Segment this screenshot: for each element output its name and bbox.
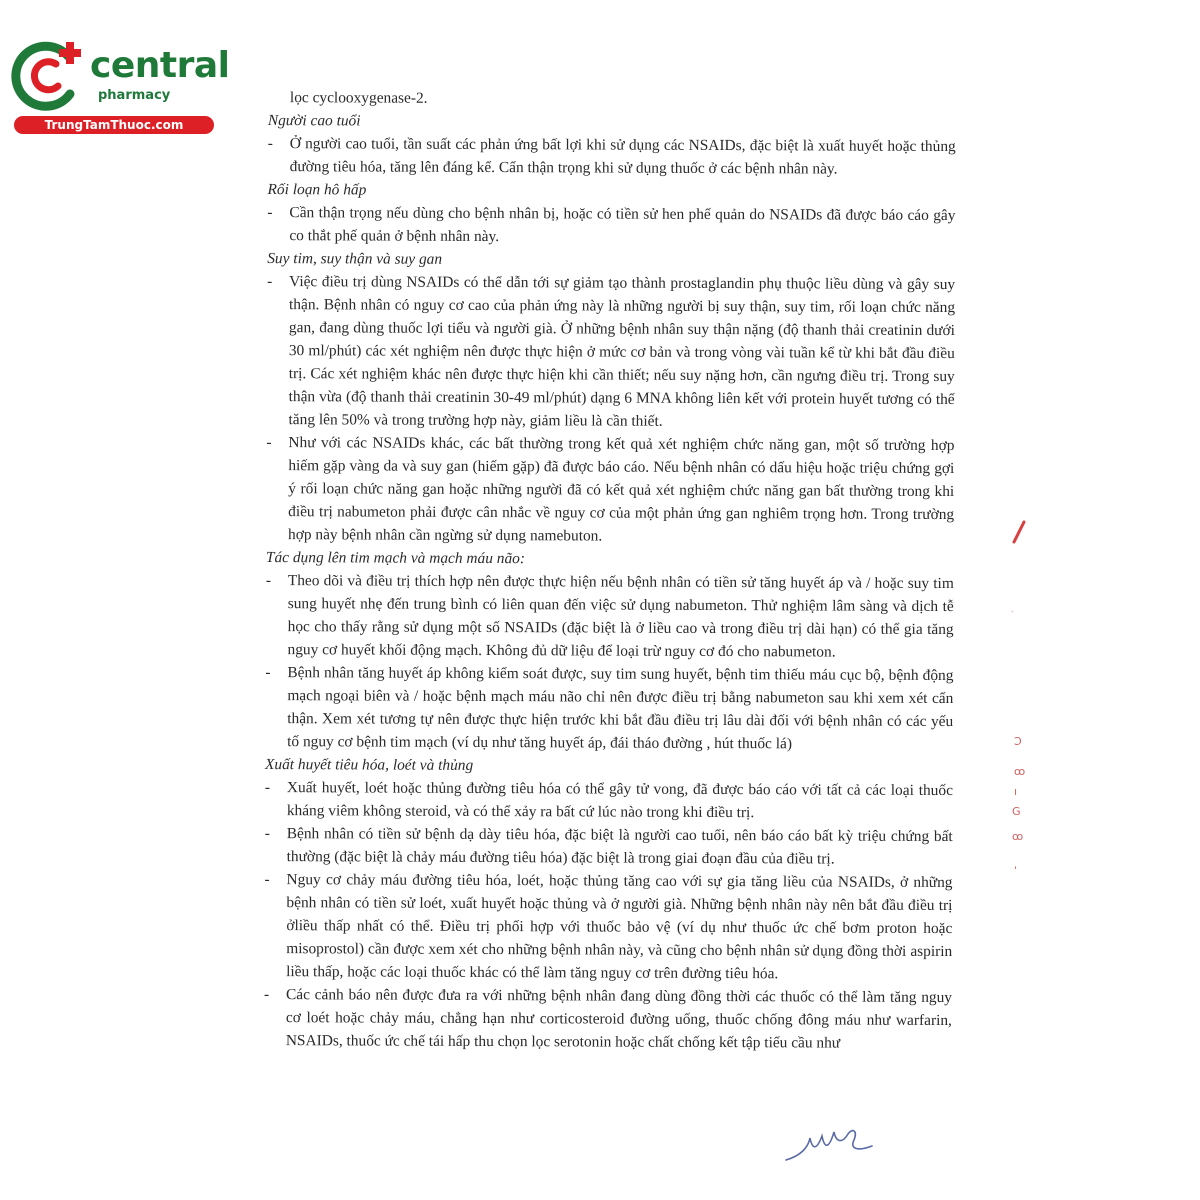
document-body — [254, 86, 956, 1055]
list-item: - Các cảnh báo nên được đưa ra với những bệnh nhân đang dùng đồng thời các thuốc có thể làm tăng nguy cơ loét hoặc chảy máu, chẳng hạn như corticosteroid đường uống, thuốc chống đông máu như warfarin, NSAIDs, thuốc ức chế tái hấp thu chọn lọc serotonin hoặc chất chống kết tập tiểu cầu như — [254, 983, 952, 1055]
dash-bullet: - — [264, 825, 270, 843]
signature — [782, 1118, 892, 1173]
signature-icon — [782, 1118, 892, 1168]
brand-url[interactable]: TrungTamThuoc.com — [14, 116, 214, 134]
intro-line: lọc cyclooxygenase-2. — [289, 89, 428, 107]
list-item: - Theo dõi và điều trị thích hợp nên được thực hiện nếu bệnh nhân có tiền sử tăng huyết áp và / hoặc suy tim sung huyết nhẹ đến trung bình có liên quan đến việc sử dụng nabumeton. Thử nghiệm lâm sàng và dịch tễ học cho thấy rằng sử dụng một số NSAIDs (đặc biệt là ở liều cao và trong điều trị dài hạn) có thể gia tăng nguy cơ huyết khối động mạch. Không đủ dữ liệu để loại trừ nguy cơ đó cho nabumeton. — [255, 569, 953, 664]
list-item: - Như với các NSAIDs khác, các bất thường trong kết quả xét nghiệm chức năng gan, một số trường hợp hiếm gặp vàng da và suy gan (hiếm gặp) đã được báo cáo. Nếu bệnh nhân có dấu hiệu hoặc triệu chứng gợi ý rối loạn chức năng gan hoặc những người đã có kết quả xét nghiệm chức năng gan bất thường trong khi điều trị nabumeton phải được cân nhắc về nguy cơ của một phản ứng gan nghiêm trọng hơn. Trong trường hợp này bệnh nhân cần ngừng sử dụng namebuton. — [256, 431, 954, 549]
scan-artifacts: ˎ Ͻ ꝏ ı G ꝏ ʹ — [1008, 520, 1038, 890]
list-item: - Xuất huyết, loét hoặc thủng đường tiêu hóa có thể gây tử vong, đã được báo cáo với tất cả các loại thuốc kháng viêm không steroid, và có thể xảy ra bất cứ lúc nào trong khi điều trị. — [255, 776, 953, 825]
list-item: - Bệnh nhân tăng huyết áp không kiểm soát được, suy tim sung huyết, bệnh tim thiếu máu cục bộ, bệnh động mạch ngoại biên và / hoặc bệnh mạch máu não chỉ nên được điều trị bằng nabumeton sau khi xem xét cẩn thận. Xem xét tương tự nên được thực hiện trước khi bắt đầu điều trị lâu dài đối với bệnh nhân có các yếu tố nguy cơ bệnh tim mạch (ví dụ như tăng huyết áp, đái tháo đường , hút thuốc lá) — [255, 661, 953, 756]
list-item: - Bệnh nhân có tiền sử bệnh dạ dày tiêu hóa, đặc biệt là người cao tuổi, nên báo cáo bất kỳ triệu chứng bất thường (đặc biệt là chảy máu đường tiêu hóa) đặc biệt là trong giai đoạn đầu của điều trị. — [255, 822, 953, 871]
section-heading-organ-failure: Suy tim, suy thận và suy gan — [267, 250, 443, 268]
pharmacy-logo[interactable] — [10, 38, 230, 138]
dash-bullet: - — [267, 204, 273, 222]
section-heading-gi-bleeding: Xuất huyết tiêu hóa, loét và thủng — [265, 756, 474, 774]
central-logo-icon — [10, 38, 90, 114]
list-item: - Cần thận trọng nếu dùng cho bệnh nhân bị, hoặc có tiền sử hen phế quản do NSAIDs đã được báo cáo gây co thắt phế quản ở bệnh nhân này. — [257, 201, 955, 250]
list-item: - Ở người cao tuổi, tần suất các phản ứng bất lợi khi sử dụng các NSAIDs, đặc biệt là xuất huyết hoặc thủng đường tiêu hóa, tăng lên đáng kể. Cẩn thận trọng khi sử dụng thuốc ở các bệnh nhân này. — [258, 132, 956, 181]
dash-bullet: - — [265, 572, 272, 590]
dash-bullet: - — [263, 986, 270, 1004]
section-heading-respiratory: Rối loạn hô hấp — [267, 181, 367, 199]
brand-name: central — [90, 45, 230, 86]
dash-bullet: - — [267, 135, 273, 153]
dash-bullet: - — [264, 779, 271, 797]
dash-bullet: - — [265, 664, 271, 682]
section-heading-elderly: Người cao tuổi — [267, 112, 361, 130]
list-item: - Việc điều trị dùng NSAIDs có thể dẫn tới sự giảm tạo thành prostaglandin phụ thuộc liều dùng và gây suy thận. Bệnh nhân có nguy cơ cao của phản ứng này là những người bị suy thận, suy tim, rối loạn chức năng gan, đang dùng thuốc lợi tiểu và người già. Ở những bệnh nhân suy thận nặng (độ thanh thải creatinin dưới 30 ml/phút) các xét nghiệm nên được thực hiện ở mức cơ bản và trong vòng vài tuần kể từ khi bắt đầu điều trị. Các xét nghiệm khác nên được thực hiện khi cần thiết; nếu suy nặng hơn, cần ngưng điều trị. Trong suy thận vừa (độ thanh thải creatinin 30-49 ml/phút) dạng 6 MNA không liên kết với protein huyết tương có thể tăng lên 50% và trong trường hợp này, giảm liều là cần thiết. — [256, 270, 955, 434]
list-item: - Nguy cơ chảy máu đường tiêu hóa, loét, hoặc thủng tăng cao với sự gia tăng liều của NSAIDs, ở những bệnh nhân có tiền sử loét, xuất huyết hoặc thủng và ở người già. Những bệnh nhân này nên bắt đầu điều trị ởliều thấp nhất có thể. Điều trị phối hợp với thuốc bảo vệ (ví dụ như thuốc ức chế bơm proton hoặc misoprostol) cần được xem xét cho những bệnh nhân này, và cũng cho bệnh nhân sử dụng đồng thời aspirin liều thấp, hoặc các loại thuốc khác có thể làm tăng nguy cơ trên đường tiêu hóa. — [254, 868, 952, 986]
dash-bullet: - — [267, 273, 273, 291]
dash-bullet: - — [266, 434, 272, 452]
brand-sub: pharmacy — [98, 88, 171, 103]
red-stroke-icon — [1012, 520, 1026, 544]
section-heading-cardiovascular: Tác dụng lên tim mạch và mạch máu não: — [265, 549, 526, 568]
dash-bullet: - — [264, 871, 270, 889]
